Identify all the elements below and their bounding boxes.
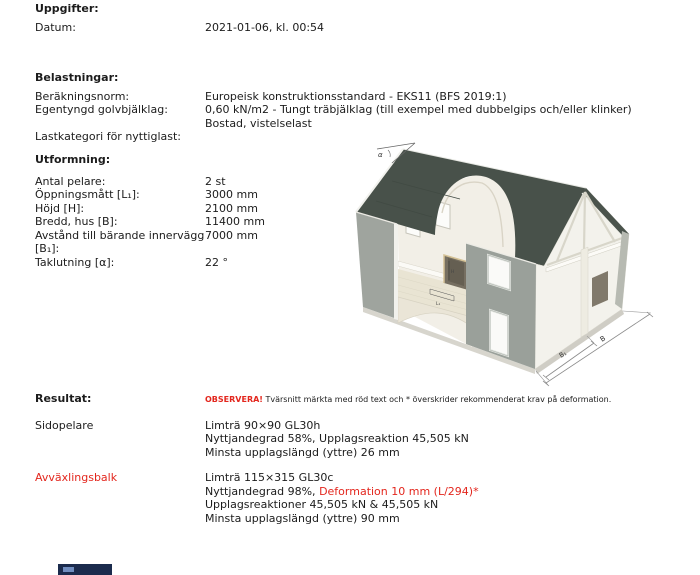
field-value: 2 st (205, 174, 226, 188)
result-line: Minsta upplagslängd (yttre) 26 mm (205, 445, 400, 459)
field-row-taklutning (35, 256, 265, 270)
deformation-warning-text: Deformation 10 mm (L/294)* (319, 484, 479, 498)
field-row-oppningsmatt (35, 188, 265, 202)
roof-angle-label: α (378, 151, 383, 159)
observera-text: Tvärsnitt märkta med röd text och * överskrider rekommenderat krav på deformation. (262, 395, 612, 404)
dim-label-b: B (598, 334, 608, 344)
field-label: Öppningsmått [L₁]: (35, 188, 140, 201)
roof-angle-arc (388, 150, 390, 157)
field-value-line1: 0,60 kN/m2 - Tungt träbjälklag (till exempel med dubbelgips och/eller klinker) (205, 103, 632, 116)
field-row-datum (35, 21, 324, 35)
house-cutaway-illustration (340, 137, 675, 395)
observera-label: OBSERVERA! (205, 395, 263, 404)
field-value: 7000 mm (205, 228, 258, 242)
field-row-hojd (35, 202, 265, 216)
field-value: 22 ° (205, 255, 228, 269)
result-line-prefix: Nyttjandegrad 98%, (205, 484, 320, 498)
field-label: Antal pelare: (35, 174, 106, 188)
section-heading-belastningar: Belastningar: (35, 71, 119, 84)
front-window-upper (488, 255, 510, 290)
result-line: Minsta upplagslängd (yttre) 90 mm (205, 511, 400, 525)
result-line: Limträ 115×315 GL30c (205, 471, 334, 484)
interior-partition-wall (581, 247, 588, 337)
field-label: Bredd, hus [B]: (35, 215, 118, 228)
section-resultat (35, 392, 695, 525)
result-item-label: Avväxlingsbalk (35, 471, 118, 484)
field-row-egentyngd (35, 103, 632, 130)
field-value: 11400 mm (205, 215, 265, 228)
result-item-sidopelare (35, 419, 695, 460)
door-width-dim-label: L₁ (436, 302, 441, 307)
section-heading-utformning: Utformning: (35, 153, 111, 166)
field-label: Beräkningsnorm: (35, 89, 130, 103)
field-row-bredd-hus (35, 215, 265, 229)
field-row-antal-pelare (35, 175, 265, 189)
field-value (205, 103, 632, 130)
result-line: Upplagsreaktioner 45,505 kN & 45,505 kN (205, 498, 439, 511)
result-item-details (205, 471, 695, 525)
left-corner-board (394, 223, 398, 320)
field-label: Avstånd till bärande innervägg [B₁]: (35, 228, 205, 255)
observera-note (205, 392, 675, 405)
door-height-dim-label: H (451, 270, 455, 275)
field-label: Egentyngd golvbjälklag: (35, 103, 168, 116)
section-heading-resultat: Resultat: (35, 392, 92, 405)
field-value: 2100 mm (205, 201, 258, 215)
front-window-lower (490, 310, 508, 356)
field-value: 2021-01-06, kl. 00:54 (205, 20, 325, 34)
section-heading-uppgifter: Uppgifter: (35, 2, 99, 15)
field-row-berakningsnorm (35, 90, 632, 104)
field-label: Höjd [H]: (35, 201, 85, 215)
result-item-avvaxlingsbalk (35, 471, 695, 525)
section-uppgifter (35, 2, 324, 34)
field-value-line2: Bostad, vistelselast (205, 116, 312, 130)
result-line: Nyttjandegrad 58%, Upplagsreaktion 45,505 kN (205, 432, 469, 445)
field-label: Lastkategori för nyttiglast: (35, 130, 182, 143)
field-value: 3000 mm (205, 188, 258, 201)
cutoff-element-mark (63, 567, 74, 572)
result-item-label: Sidopelare (35, 418, 94, 432)
result-line (205, 485, 695, 499)
field-row-avstand-innervagg (35, 229, 265, 256)
result-line: Limträ 90×90 GL30h (205, 418, 321, 432)
dim-label-b1: B₁ (557, 349, 569, 360)
field-value: Europeisk konstruktionsstandard - EKS11 (BFS 2019:1) (205, 89, 507, 103)
field-label: Taklutning [α]: (35, 255, 115, 269)
left-gable-wall (356, 212, 397, 319)
field-label: Datum: (35, 20, 76, 34)
section-belastningar (35, 71, 632, 144)
section-utformning (35, 153, 265, 269)
cutoff-bottom-element[interactable] (58, 564, 112, 575)
result-item-details (205, 419, 695, 460)
